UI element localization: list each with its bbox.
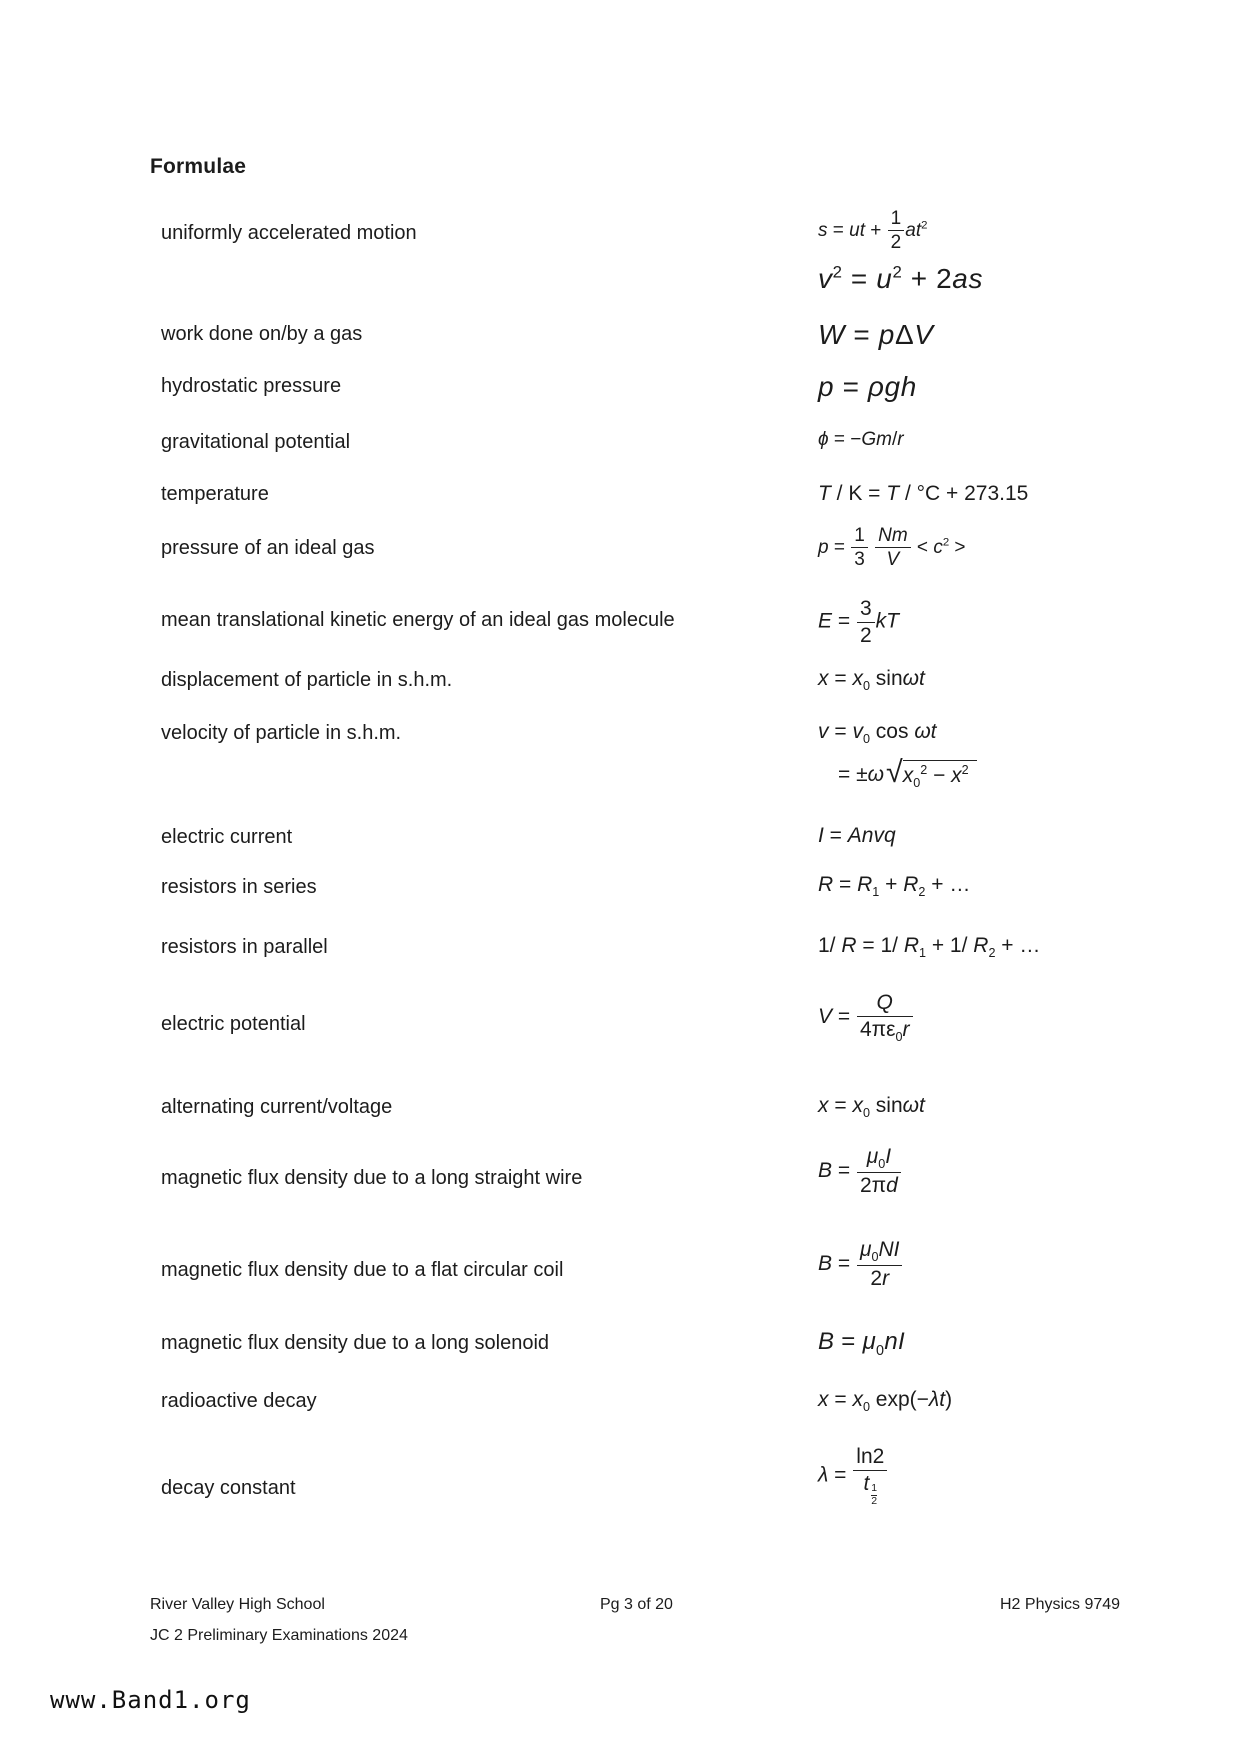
formula-expression: E = $\frac{3}{2}$ kT	[818, 597, 899, 647]
formula-expression: p = ρgh	[818, 371, 917, 402]
formula-expression: W = pΔV	[818, 319, 934, 350]
formula-label: magnetic flux density due to a long solenoid	[161, 1332, 550, 1354]
footer-page-number: Pg 3 of 20	[600, 1596, 673, 1613]
footer-subject-code: H2 Physics 9749	[1000, 1596, 1121, 1613]
formula-label: gravitational potential	[161, 431, 351, 453]
formula-label: alternating current/voltage	[161, 1096, 393, 1118]
formula-label: uniformly accelerated motion	[161, 222, 417, 244]
formula-label: pressure of an ideal gas	[161, 537, 375, 559]
formula-expression: $x = x_0$ exp(−λt)	[818, 1388, 953, 1415]
page-title: Formulae	[150, 155, 247, 178]
formula-expression: $v^2 = u^2 + 2as$	[818, 262, 984, 294]
formula-label: mean translational kinetic energy of an ideal gas molecule	[161, 609, 675, 631]
formula-label: work done on/by a gas	[161, 323, 363, 345]
formula-expression: = ±ω √ $x_0^2 - x^2$	[838, 760, 977, 791]
formula-expression: B = $\frac{\mu_0NI}{2r}$	[818, 1238, 903, 1291]
formula-expression: p = $\frac{1}{3}$ $\frac{Nm}{V}$ < $c^2$ >	[818, 525, 966, 571]
formula-label: radioactive decay	[161, 1390, 317, 1412]
formula-expression: I = Anvq	[818, 824, 896, 847]
formula-expression: T / K = T / °C + 273.15	[818, 482, 1029, 505]
watermark-url: www.Band1.org	[50, 1686, 251, 1714]
formula-label: resistors in series	[161, 876, 317, 898]
formula-expression: ϕ = −Gm/r	[818, 429, 904, 450]
formula-label: resistors in parallel	[161, 936, 328, 958]
formula-expression: $R = R_1 + R_2$ + …	[818, 873, 971, 900]
formula-label: hydrostatic pressure	[161, 375, 342, 397]
formula-label: electric current	[161, 826, 293, 848]
formula-label: magnetic flux density due to a flat circular coil	[161, 1259, 564, 1281]
formula-expression: $x = x_0$ sinωt	[818, 667, 925, 694]
formula-expression: λ = ln2 t $\frac{1}{2}$	[818, 1445, 888, 1507]
formula-expression: s = ut + $\frac{1}{2}$ $at^2$	[818, 208, 928, 254]
formula-label: decay constant	[161, 1477, 296, 1499]
formula-label: electric potential	[161, 1013, 306, 1035]
formula-label: magnetic flux density due to a long straight wire	[161, 1167, 583, 1189]
formula-expression: V = $\frac{Q}{4\pi\varepsilon_0r}$	[818, 991, 914, 1044]
footer-school-name: River Valley High School	[150, 1596, 325, 1613]
formula-expression: $v = v_0$ cos ωt	[818, 720, 937, 747]
footer-exam-name: JC 2 Preliminary Examinations 2024	[150, 1627, 408, 1644]
formula-label: temperature	[161, 483, 269, 505]
formula-label: velocity of particle in s.h.m.	[161, 722, 402, 744]
formula-label: displacement of particle in s.h.m.	[161, 669, 453, 691]
formula-expression: B = $\frac{\mu_0I}{2\pi d}$	[818, 1145, 902, 1198]
formula-expression: $x = x_0$ sinωt	[818, 1094, 925, 1121]
formula-expression: $B = \mu_0nI$	[818, 1328, 905, 1359]
formula-expression: 1/ R = 1/ $R_1 + 1/$ $R_2$ + …	[818, 934, 1041, 961]
